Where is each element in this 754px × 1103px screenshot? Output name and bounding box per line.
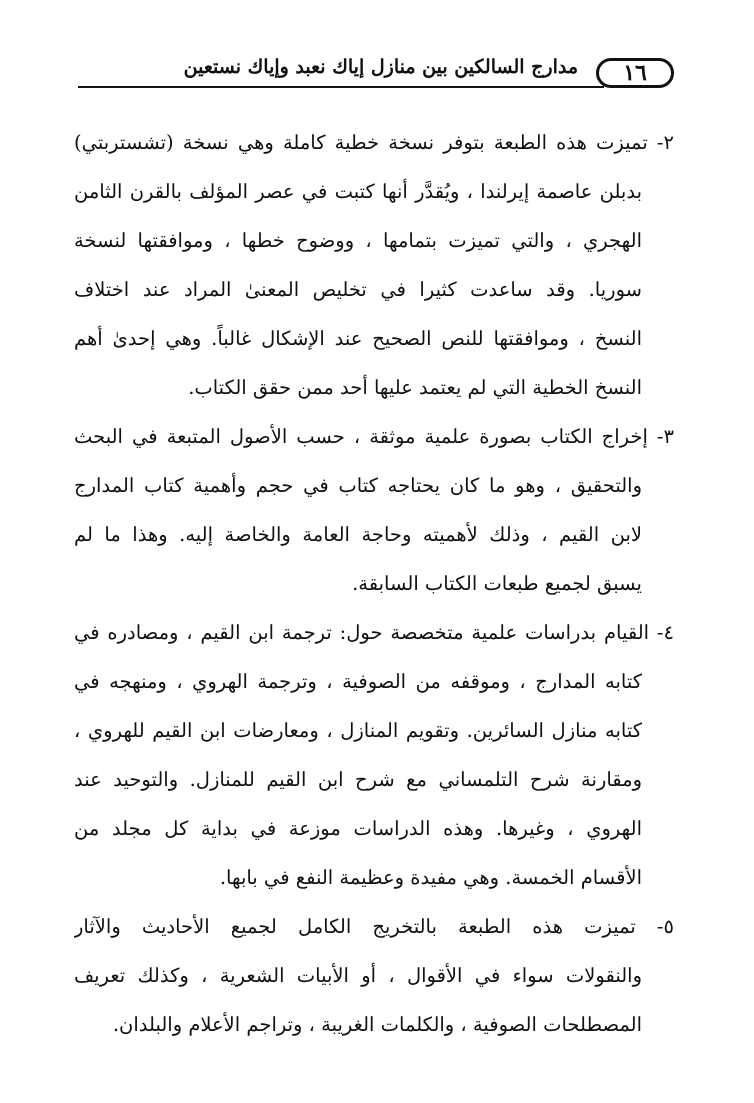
list-item-line: الهجري ، والتي تميزت بتمامها ، ووضوح خطها ، وموافقتها لنسخة	[74, 229, 642, 252]
list-item-line: كتابه المدارج ، وموقفه من الصوفية ، وترجمة الهروي ، ومنهجه في	[74, 670, 642, 693]
list-item-line: سوريا. وقد ساعدت كثيرا في تخليص المعنىٰ المراد عند اختلاف	[74, 278, 642, 301]
header-rule	[78, 86, 604, 88]
list-item-line: الأقسام الخمسة. وهي مفيدة وعظيمة النفع في بابها.	[219, 866, 642, 889]
list-item-line: النسخ ، وموافقتها للنص الصحيح عند الإشكال غالباً. وهي إحدىٰ أهم	[74, 327, 642, 350]
running-title: مدارج السالكين بين منازل إياك نعبد وإياك نستعين	[183, 56, 578, 78]
item-marker: ٣-	[656, 425, 674, 448]
list-item-line: بدبلن عاصمة إيرلندا ، ويُقدَّر أنها كتبت في عصر المؤلف بالقرن الثامن	[74, 180, 642, 203]
list-item-line: ومقارنة شرح التلمساني مع شرح ابن القيم للمنازل. والتوحيد عند	[74, 768, 642, 791]
page-number: ١٦	[596, 58, 674, 88]
list-item-line: ٢- تميزت هذه الطبعة بتوفر نسخة خطية كاملة وهي نسخة (تشستربتي)	[74, 131, 674, 154]
list-item-3	[74, 412, 674, 608]
list-item-line: كتابه منازل السائرين. وتقويم المنازل ، ومعارضات ابن القيم للهروي ،	[74, 719, 642, 742]
list-item-line: المصطلحات الصوفية ، والكلمات الغريبة ، وتراجم الأعلام والبلدان.	[112, 1013, 642, 1036]
list-item-line: ٤- القيام بدراسات علمية متخصصة حول: ترجمة ابن القيم ، ومصادره في	[74, 621, 674, 644]
list-item-line: ٥- تميزت هذه الطبعة بالتخريج الكامل لجميع الأحاديث والآثار	[74, 915, 674, 938]
page-header	[78, 44, 674, 102]
item-marker: ٥-	[656, 915, 674, 938]
list-item-line: النسخ الخطية التي لم يعتمد عليها أحد ممن حقق الكتاب.	[188, 376, 642, 399]
list-item-line: والنقولات سواء في الأقوال ، أو الأبيات الشعرية ، وكذلك تعريف	[74, 964, 642, 987]
list-item-line: والتحقيق ، وهو ما كان يحتاجه كتاب في حجم وأهمية كتاب المدارج	[74, 474, 643, 497]
list-item-5	[74, 902, 674, 1049]
list-item-line: الهروي ، وغيرها. وهذه الدراسات موزعة في بداية كل مجلد من	[74, 817, 642, 840]
list-item-line: ٣- إخراج الكتاب بصورة علمية موثقة ، حسب الأصول المتبعة في البحث	[74, 425, 674, 448]
list-item-line: يسبق لجميع طبعات الكتاب السابقة.	[352, 572, 642, 595]
list-item-2	[74, 118, 674, 412]
item-marker: ٢-	[656, 131, 674, 154]
list-item-line: لابن القيم ، وذلك لأهميته وحاجة العامة والخاصة إليه. وهذا ما لم	[74, 523, 642, 546]
body-text	[74, 118, 674, 1049]
list-item-4	[74, 608, 674, 902]
item-marker: ٤-	[656, 621, 674, 644]
